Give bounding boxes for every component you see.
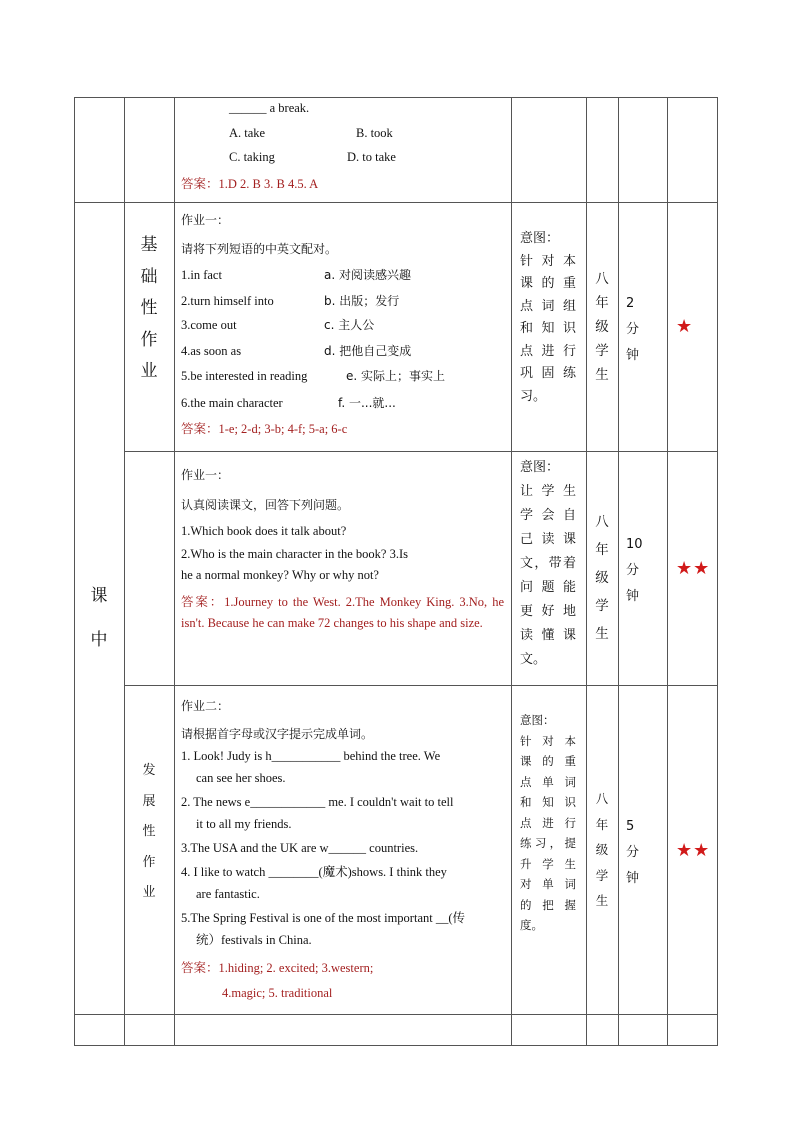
basic-answer: 答案：1-e; 2-d; 3-b; 4-f; 5-a; 6-c [181,422,348,436]
option-d: D. to take [347,150,396,164]
option-b: B. took [356,126,393,140]
vertical-label: 八年级学生 [595,271,609,383]
purpose-line: 的把握 [520,897,576,912]
vertical-label: 基础性作业 [140,235,158,381]
pair-english: 2.turn himself into [181,294,274,308]
purpose-line: 对单词 [520,877,576,891]
basic-time [626,291,639,369]
purpose-line: 点进行 [520,815,576,830]
pair-chinese: b. 出版；发行 [324,294,400,308]
purpose-line: 针对本 [520,733,576,748]
reading-instruction: 认真阅读课文，回答下列问题。 [181,498,350,512]
purpose-line: 课的重 [520,276,576,291]
purpose-line: 度。 [520,918,543,932]
pair-english: 1.in fact [181,268,222,282]
fill-in-item: 5.The Spring Festival is one of the most important __(传 [181,911,465,925]
basic-target [582,267,622,387]
purpose-line: 意图： [520,713,555,727]
time-part: 10 [626,537,643,552]
purpose-line: 升学生 [520,856,576,871]
purpose-line: 点词组 [520,298,576,314]
pair-chinese: e. 实际上；事实上 [346,369,446,383]
dev-answer-1: 答案：1.hiding; 2. excited; 3.western; [181,961,374,975]
dev-time [626,814,639,892]
fill-in-item: 3.The USA and the UK are w______ countries. [181,841,419,855]
dev-instruction: 请根据首字母或汉字提示完成单词。 [181,727,374,741]
reading-answer: 答案：1.Journey to the West. 2.The Monkey King. 3.No, he isn't. Because he can make 72 changes to his shape and size. [181,595,504,630]
fill-in-item-continued: are fantastic. [196,887,260,901]
vertical-label: 课中 [90,586,108,650]
vertical-label: 八年级学生 [595,791,609,908]
time-part: 钟 [626,589,640,604]
purpose-line: 练习，提 [520,836,576,850]
time-part: 钟 [626,348,640,363]
reading-title: 作业一： [181,468,230,482]
dev-purpose [520,710,576,936]
time-part: 2 [626,296,635,311]
option-a: A. take [229,126,266,140]
fill-in-item: 4. I like to watch ________(魔术)shows. I think they [181,865,447,879]
category-dev [129,756,169,909]
dev-title: 作业二： [181,699,230,713]
time-part: 分 [626,563,640,578]
row1-answer: 答案：1.D 2. B 3. B 4.5. A [181,177,319,191]
blank-line: ______ a break. [229,101,310,115]
purpose-line: 点进行 [520,343,576,359]
fill-in-item-continued: it to all my friends. [196,817,292,831]
purpose-line: 点单词 [520,774,576,789]
purpose-line: 学会自 [520,508,576,523]
pair-english: 5.be interested in reading [181,369,308,383]
time-part: 分 [626,322,640,337]
pair-english: 6.the main character [181,396,283,410]
fill-in-item: 2. The news e____________ me. I couldn't wait to tell [181,795,454,809]
section-label [79,574,119,662]
purpose-line: 更好地 [520,604,576,619]
basic-purpose [520,228,576,408]
purpose-line: 巩固练 [520,366,576,381]
purpose-line: 意图： [520,231,560,246]
purpose-line: 让学生 [520,484,576,499]
star-icon-pair: ★★ [676,558,711,579]
reading-purpose [520,456,576,672]
basic-title: 作业一： [181,213,230,227]
basic-instruction: 请将下列短语的中英文配对。 [181,242,338,256]
purpose-line: 针对本 [520,253,576,269]
time-part: 钟 [626,871,640,886]
purpose-line: 习。 [520,388,547,404]
purpose-line: 读懂课 [520,628,576,643]
category-basic [129,230,169,388]
star-icon-pair: ★★ [676,840,711,861]
pair-chinese: f. 一...就... [338,396,396,410]
reading-q3: he a normal monkey? Why or why not? [181,568,379,582]
pair-english: 4.as soon as [181,344,242,358]
pair-english: 3.come out [181,318,237,332]
purpose-line: 和知识 [520,321,576,336]
reading-target [582,508,622,648]
dev-target [582,786,622,914]
reading-q2: 2.Who is the main character in the book? 3.Is [181,547,409,561]
purpose-line: 课的重 [520,754,576,768]
reading-q1: 1.Which book does it talk about? [181,524,347,538]
purpose-line: 意图： [520,460,560,475]
pair-chinese: d. 把他自己变成 [324,344,412,358]
fill-in-item-continued: can see her shoes. [196,771,286,785]
pair-chinese: c. 主人公 [324,318,375,332]
fill-in-item-continued: 统）festivals in China. [196,933,312,947]
pair-chinese: a. 对阅读感兴趣 [324,268,411,282]
time-part: 分 [626,845,640,860]
reading-time [626,532,643,610]
purpose-line: 问题能 [520,580,576,595]
fill-in-item: 1. Look! Judy is h___________ behind the tree. We [181,749,441,763]
purpose-line: 文，带着 [520,556,576,571]
vertical-label: 发展性作业 [142,763,156,900]
star-icon: ★ [676,316,694,337]
purpose-line: 己读课 [520,532,576,547]
option-c: C. taking [229,150,275,164]
vertical-label: 八年级学生 [595,514,609,642]
purpose-line: 和知识 [520,795,576,809]
purpose-line: 文。 [520,652,547,667]
time-part: 5 [626,819,635,834]
dev-answer-2: 4.magic; 5. traditional [222,986,333,1000]
